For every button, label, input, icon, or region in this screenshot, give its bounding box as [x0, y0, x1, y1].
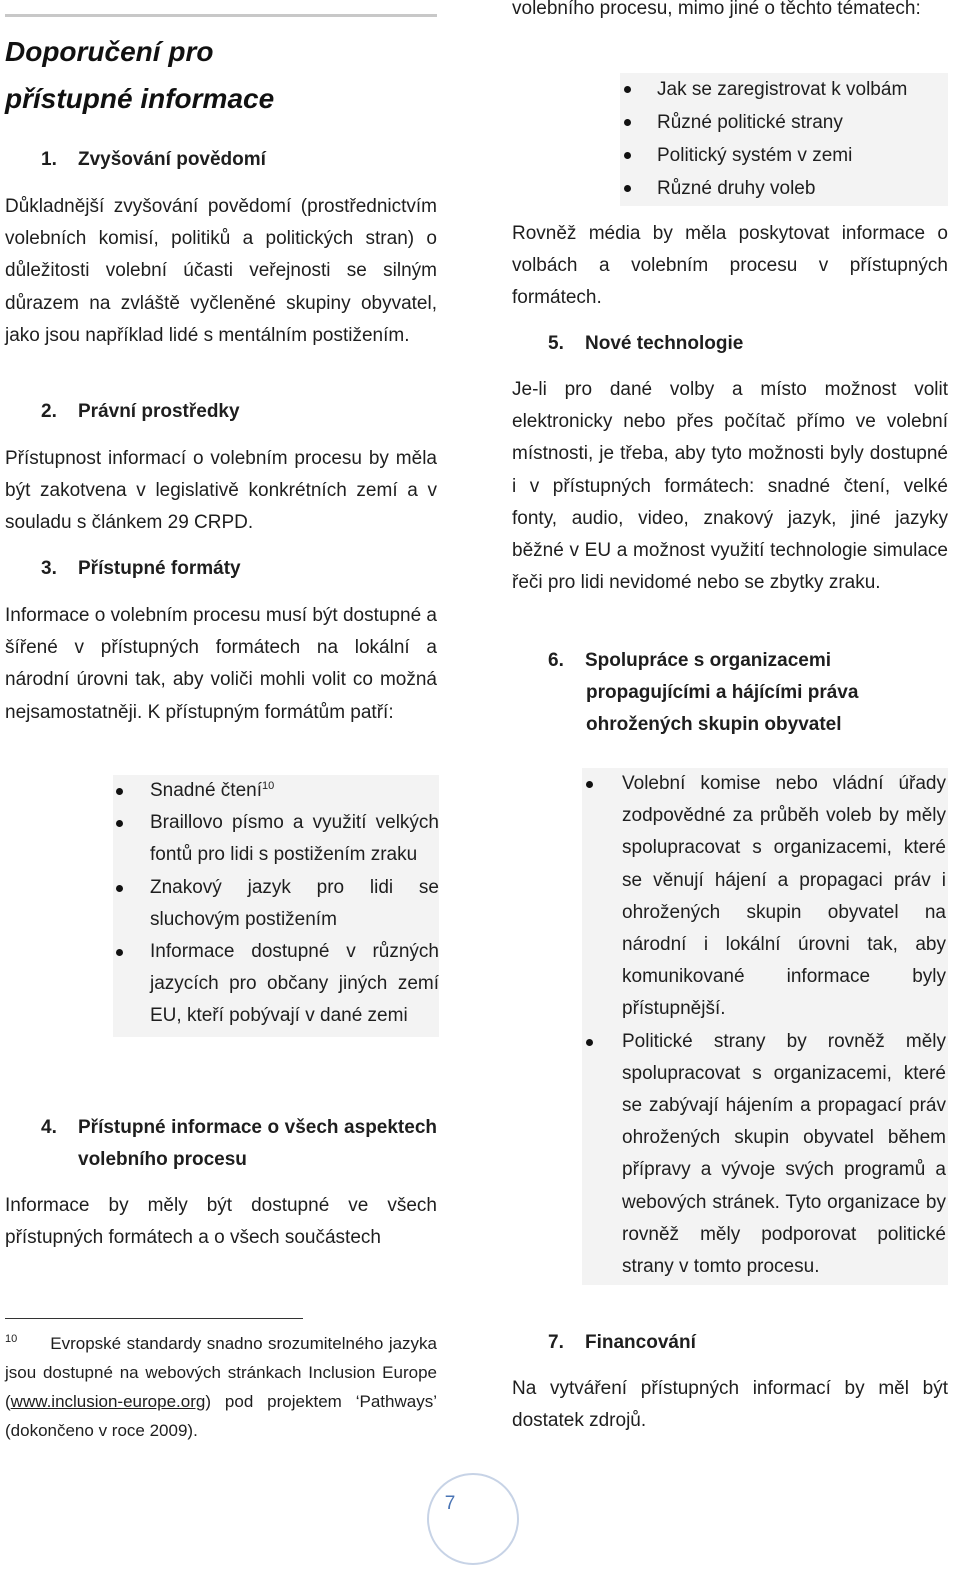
section-3-title: Přístupné formáty — [78, 558, 241, 579]
section-6-number: 6. — [548, 650, 564, 671]
footnote: $^{10}$ Evropské standardy snadno srozumitelného jazyka jsou dostupné na webových stránkach Inclusion Europe (www.inclusion-europe.org) pod projektem ‘Pathways’ (dokončeno v roce 2009). — [5, 1333, 438, 1440]
section-1 — [5, 144, 437, 352]
section-5-body: Je-li pro dané volby a místo možnost volit elektronicky nebo přes počítač přímo ve volební místnosti, je třeba, aby tyto možnosti byly dostupné i v přístupných formátech: snadné čtení, velké fonty, audio, video, znakový jazyk, jiné jazyky běžné v EU a možnost využití technologie simulace řeči pro lidi nevidomé nebo se zbytky zraku. — [512, 379, 948, 594]
bullet-icon — [624, 86, 631, 93]
section-6-heading: 6. Spolupráce s organizacemi propagujícími a hájícími práva ohrožených skupin obyvatel — [512, 645, 948, 741]
bullet-icon — [116, 788, 123, 795]
section-4-number: 4. — [41, 1117, 57, 1138]
section-7-heading — [512, 1327, 948, 1359]
section-4-body: Informace by měly být dostupné ve všech přístupných formátech a o všech součástech — [5, 1195, 437, 1249]
footnote-ref: 10 — [261, 780, 275, 792]
section-7-number: 7. — [548, 1332, 564, 1353]
bullet-icon — [586, 1039, 593, 1046]
section-7 — [512, 1327, 948, 1437]
bullet-icon — [116, 820, 123, 827]
section-2-number: 2. — [41, 401, 57, 422]
bullet-icon — [624, 185, 631, 192]
section-2-heading — [5, 396, 437, 428]
section-3-heading — [5, 553, 437, 585]
section-7-title: Financování — [585, 1332, 696, 1353]
section-2 — [5, 396, 437, 540]
list-item: Různé druhy voleb — [620, 172, 948, 205]
list-item: Volební komise nebo vládní úřady zodpovědné za průběh voleb by měly spolupracovat s organizacemi, které se věnují hájení a propagaci práv i ohrožených skupin obyvatel na národní i lokální úrovni tak, aby komunikované informace byly přístupnější. — [582, 768, 948, 1026]
list-item: Braillovo písmo a využití velkých fontů pro lidi s postižením zraku — [113, 807, 439, 871]
media-paragraph: Rovněž média by měla poskytovat informace o volbách a volebním procesu v přístupných formátech. — [512, 223, 948, 309]
footnote-divider — [5, 1318, 303, 1319]
page-title — [5, 28, 437, 122]
section-3-body: Informace o volebním procesu musí být dostupné a šířené v přístupných formátech na lokální a národní úrovni tak, aby voliči mohli volit co možná nejsamostatněji. K přístupným formátům patří: — [5, 605, 437, 723]
list-item: Jak se zaregistrovat k volbám — [620, 73, 948, 106]
section-5 — [512, 328, 948, 599]
section-2-body: Přístupnost informací o volebním procesu by měla být zakotvena v legislativě konkrétních zemí a v souladu s článkem 29 CRPD. — [5, 448, 437, 534]
title-line-2: přístupné informace — [5, 83, 275, 114]
section-4 — [5, 1112, 437, 1254]
section-5-heading — [512, 328, 948, 360]
bullet-icon — [624, 119, 631, 126]
formats-list — [113, 775, 439, 1037]
section-2-title: Právní prostředky — [78, 401, 240, 422]
section-4-title: Přístupné informace o všech aspektech volebního procesu — [78, 1117, 437, 1170]
page-number: 7 — [444, 1493, 456, 1514]
section-6 — [512, 645, 948, 741]
section-1-body: Důkladnější zvyšování povědomí (prostřednictvím volebních komisí, politiků a politických stran) o důležitosti volební účasti veřejnosti se silným důrazem na zvláště vyčleněné skupiny obyvatel, jako jsou například lidé s mentálním postižením. — [5, 196, 437, 346]
bullet-icon — [116, 885, 123, 892]
bullet-icon — [116, 949, 123, 956]
section-1-number: 1. — [41, 149, 57, 170]
topics-list — [620, 73, 948, 206]
section-3-number: 3. — [41, 558, 57, 579]
section-1-title: Zvyšování povědomí — [78, 149, 266, 170]
section-1-heading — [5, 144, 437, 176]
list-item: Informace dostupné v různých jazycích pro občany jiných zemí EU, kteří pobývají v dané zemi — [113, 936, 439, 1033]
cooperation-list — [582, 768, 948, 1285]
section-4-continued: volebního procesu, mimo jiné o těchto tématech: — [512, 0, 921, 19]
list-item: Znakový jazyk pro lidi se sluchovým postižením — [113, 872, 439, 936]
title-line-1: Doporučení pro — [5, 36, 214, 67]
bullet-icon — [586, 781, 593, 788]
top-rule — [5, 14, 437, 17]
list-item: Snadné čtení$^{10}$ — [113, 775, 439, 807]
bullet-icon — [624, 152, 631, 159]
list-item: Politický systém v zemi — [620, 139, 948, 172]
section-3 — [5, 553, 437, 729]
list-item: Různé politické strany — [620, 106, 948, 139]
footnote-link[interactable]: www.inclusion-europe.org — [10, 1392, 206, 1411]
section-5-number: 5. — [548, 333, 564, 354]
page-number-circle — [427, 1473, 519, 1565]
footnote-mark: 10 — [5, 1333, 18, 1345]
section-5-title: Nové technologie — [585, 333, 744, 354]
section-7-body: Na vytváření přístupných informací by měl být dostatek zdrojů. — [512, 1378, 948, 1432]
list-item: Politické strany by rovněž měly spolupracovat s organizacemi, které se zabývají hájením a propagací práv ohrožených skupin obyvatel během přípravy a vývoje svých programů a webových stránek. Tyto organizace by rovněž měly podporovat politické strany v tomto procesu. — [582, 1026, 948, 1284]
section-4-heading — [5, 1112, 437, 1176]
